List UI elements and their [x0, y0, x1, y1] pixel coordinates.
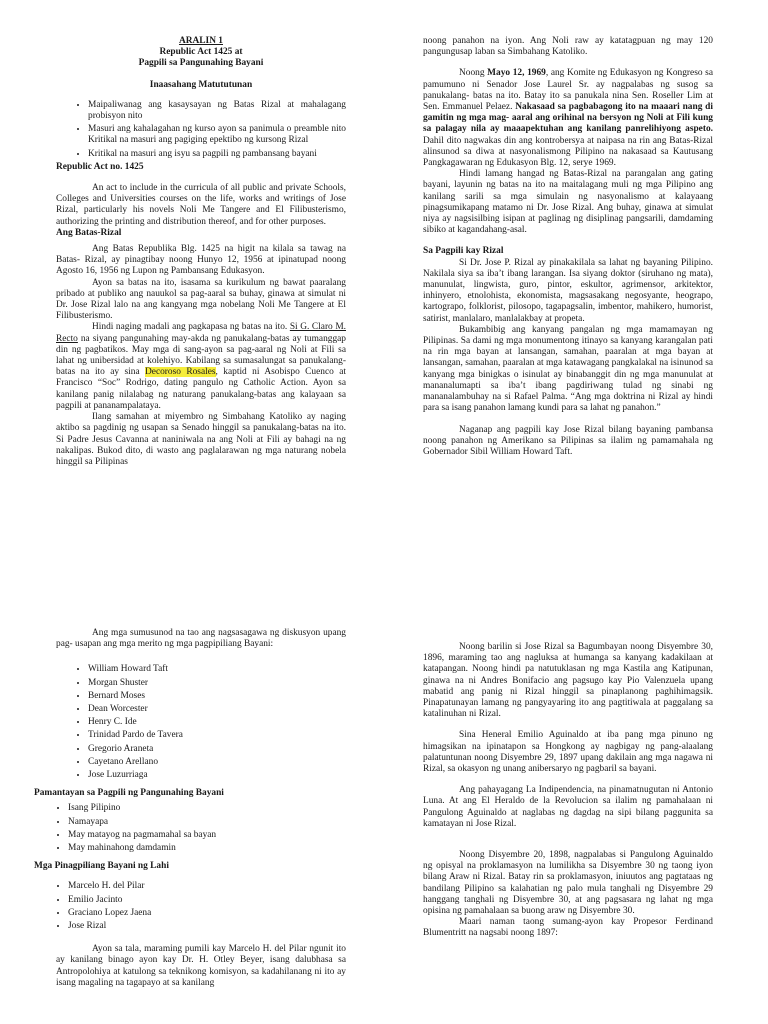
text-span: , kaptid ni Asobispo Cuenco at Francisco “Soc” Rodrigo, dating pangulo ng Catholic Action. Ayon sa kanilang panig nilalabag ng naturang panukalang-batas ang kalayaan sa pagpili at pananampalataya. — [56, 367, 346, 411]
list-item: • Graciano Lopez Jaena — [68, 908, 346, 919]
criteria-list — [56, 803, 346, 854]
people-list — [56, 664, 346, 781]
highlighted-name: Decoroso Rosales — [145, 367, 216, 378]
text-span: Hindi naging madali ang pagkapasa ng batas na ito. — [92, 322, 290, 333]
list-item: • Dean Worcester — [88, 704, 346, 715]
objectives-list — [56, 100, 346, 160]
pagpili-heading: Sa Pagpili kay Rizal — [423, 246, 504, 257]
paragraph: Si Dr. Jose P. Rizal ay pinakakilala sa lahat ng bayaning Pilipino. Nakilala siya sa iba’t ibang larangan. Isa siyang doktor (siruhano ng mata), manunulat, lingwista, guro, pintor, eskultor, agrimensor, arkitektor, inhinyero, etnolohista, ekonomista, magsasakang negosyante, heograpo, kartograpo, folklorist, pilosopo, tagapagsalin, imbentor, mahikero, humorist, satirist, manlalaro, manlalakbay at propeta. — [423, 257, 713, 324]
list-item: • Isang Pilipino — [68, 803, 346, 814]
list-item: • Kritikal na masuri ang isyu sa pagpili ng pambansang bayani — [88, 149, 346, 160]
paragraph: Ang pahayagang La Indipendencia, na pinamatnugutan ni Antonio Luna. At ang El Heraldo de la Revolucion sa ilalim ng pamahalaan ni Pangulong Aguinaldo at naglabas ng dagdag na sipi bilang paggunita sa kamatayan ni Jose Rizal. — [423, 785, 713, 829]
list-item: • Jose Rizal — [68, 921, 346, 932]
bold-statement: Nakasaad sa pagbabagong ito na maaari nang di gamitin ng mga mag- aaral ang orihinal na bersyon ng Noli at Fili kung sa palagay nila ay maaapektuhan ang kanilang panrelihiyong aspeto. — [423, 102, 713, 135]
heroes-heading: Mga Pinagpiliang Bayani ng Lahi — [34, 861, 169, 872]
list-item: • Trinidad Pardo de Tavera — [88, 730, 346, 741]
criteria-heading: Pamantayan sa Pagpili ng Pangunahing Bayani — [34, 788, 224, 799]
paragraph: Maari naman taong sumang-ayon kay Propesor Ferdinand Blumentritt na nagsabi noong 1897: — [423, 917, 713, 939]
paragraph: Bukambibig ang kanyang pangalan ng mga mamamayan ng Pilipinas. Sa dami ng mga monumentong itinayo sa kanyang karangalan pati na rin mga bayan at lansangan, samahan, paaralan at mga bayan at lansangan, samahan, paaralan at mga katawagang pangkalakal na isinunod sa kanyang mga binigkas o isinulat ay binabanggit din ng mga manunulat at mananalumapti sa iba’t ibang pagdiriwang tulad ng sinabi ng mananalambuhay na si Rafael Palma. “Ang mga doktrina ni Rizal ay hindi para sa isang panahon lamang kundi para sa lahat ng panahon.” — [423, 324, 713, 414]
list-item: • William Howard Taft — [88, 664, 346, 675]
text-span: Dahil dito nagwakas din ang kontrobersya at naipasa na rin ang Batas-Rizal alinsunod sa diwa at nasyonalismong Pilipino na nakasaad sa Kautusang Pangkagawaran ng Edukasyon Blg. 12, serye 1969. — [423, 135, 713, 169]
paragraph: Hindi lamang hangad ng Batas-Rizal na parangalan ang gating bayani, layunin ng batas na ito na maitalagang muli ng mga Pilipino ang kanilang sarili sa mga simulain ng nasyonalismo at kalayaang pinagsumikapang matamo ni Dr. Jose Rizal. Ang buhay, ginawa at simulat niya ay nagsisilbing isipan at paglinag ng disiplinag pangsarili, damdaming sibiko at kagandahang-asal. — [423, 169, 713, 236]
text-span: , ang Komite ng Edukasyon ng Kongreso sa pamumuno ni Senador Jose Laurel Sr. ay nagpalabas ng susog sa panukalang- batas na ito. Batay ito sa panukala nina Sen. Roseller Lim at Sen. Emmanuel Pelaez. — [423, 68, 713, 113]
bold-date: Mayo 12, 1969 — [487, 68, 546, 79]
paragraph: Noong barilin si Jose Rizal sa Bagumbayan noong Disyembre 30, 1896, maraming tao ang nagluksa at humanga sa kanyang kadakilaan at katapangan. Noong hindi pa natutuklasan ng mga Kastila ang Katipunan, ginawa na ni Andres Bonifacio ang pagsugo kay Pio Valenzuela upang mabatid ang panig ni Rizal hinggil sa pinaplanong paghihimagsik. Pinapatunayan lamang ng pangyayaring ito ang pagtitiwala at paggalang sa katalinuhan ni Rizal. — [423, 642, 713, 720]
list-item: • Masuri ang kahalagahan ng kurso ayon sa panimula o preamble nito Kritikal na masuri ang pagiging epektibo ng kursong Rizal — [88, 124, 346, 146]
text-span: Noong — [459, 68, 488, 79]
learning-outcomes-heading: Inaasahang Matututunan — [149, 79, 253, 90]
act-description: An act to include in the curricula of all public and private Schools, Colleges and Universities courses on the life, works and writings of Jose Rizal, particularly his novels Noli Me Tangere and El Filibusterismo, authorizing the printing and distribution thereof, and for other purposes. — [56, 183, 346, 227]
list-item: • Maipaliwanag ang kasaysayan ng Batas Rizal at mahalagang probisyon nito — [88, 100, 346, 122]
list-item: • Cayetano Arellano — [88, 757, 346, 768]
list-item: • Morgan Shuster — [88, 678, 346, 689]
paragraph: Ang Batas Republika Blg. 1425 na higit na kilala sa tawag na Batas- Rizal, ay pinagtibay noong Hunyo 12, 1956 at ipinatupad noong Agosto 16, 1956 ng Lupon ng Pambansang Edukasyon. — [56, 244, 346, 277]
batas-rizal-heading: Ang Batas-Rizal — [56, 227, 122, 238]
paragraph — [423, 68, 713, 169]
text-span: na siyang pangunahing may-akda ng panukalang-batas ay tumanggap din ng pagbatikos. May mga di sang-ayon sa pag-aaral ng Noli at Fili sa lahat ng unibersidad at kolehiyo. Kabilang sa sumasalungat sa panukalang-batas na ito ay sina — [56, 333, 346, 378]
list-item: • Marcelo H. del Pilar — [68, 881, 346, 892]
paragraph — [56, 322, 346, 412]
heroes-list — [56, 881, 346, 932]
list-item: • Namayapa — [68, 817, 346, 828]
republic-act-title: Republic Act 1425 at — [159, 47, 243, 58]
list-item: • May matayog na pagmamahal sa bayan — [68, 830, 346, 841]
paragraph: Ayon sa tala, maraming pumili kay Marcelo H. del Pilar ngunit ito ay kanilang binago ayon kay Dr. H. Otley Beyer, isang dalubhasa sa Antropolohiya at katulong sa teknikong komisyon, sa kadahilanang ni ito ay isang magaling na tagapayo at sa kanilang — [56, 944, 346, 988]
list-item: • Henry C. Ide — [88, 717, 346, 728]
paragraph: Noong Disyembre 20, 1898, nagpalabas si Pangulong Aguinaldo ng opisyal na proklamasyon na lumilikha sa Disyembre 30 ng taong iyon bilang Araw ni Rizal. Batay rin sa proklamasyon, iniuutos ang pagtataas ng bandilang Pilipino sa kalahatian ng palo mula tanghali ng Disyembre 29 hanggang tanghali ng Disyembre 30, at ang pagsasara ng lahat ng mga opisina ng pamahalaan sa buong araw ng Disyembre 30. — [423, 850, 713, 917]
lesson-subtitle: Pagpili sa Pangunahing Bayani — [138, 58, 264, 69]
paragraph: noong panahon na iyon. Ang Noli raw ay katatagpuan ng may 120 pangungusap laban sa Simbahang Katoliko. — [423, 36, 713, 58]
republic-act-no-heading: Republic Act no. 1425 — [56, 161, 144, 172]
bottom-right-column — [423, 642, 713, 1024]
paragraph: Naganap ang pagpili kay Jose Rizal bilang bayaning pambansa noong panahon ng Amerikano sa Pilipinas sa ilalim ng pamamahala ng Gobernador Sibil William Howard Taft. — [423, 424, 713, 457]
paragraph: Ang mga sumusunod na tao ang nagsasagawa ng diskusyon upang pag- usapan ang mga merito ng mga pagpipiliang Bayani: — [56, 628, 346, 650]
paragraph: Sina Heneral Emilio Aguinaldo at iba pang mga pinuno ng himagsikan na ipinatapon sa Hongkong ay nagbigay ng pang-alaalang palatuntunan noong Disyembre 29, 1897 upang dakilain ang mga nagawa ni Rizal, sa okasyon ng unang anibersaryo ng pagbaril sa bayani. — [423, 730, 713, 775]
top-left-column — [56, 36, 346, 576]
lesson-title: ARALIN 1 — [178, 36, 223, 46]
list-item: • Gregorio Araneta — [88, 744, 346, 755]
paragraph: Ayon sa batas na ito, isasama sa kurikulum ng bawat paaralang pribado at publiko ang nauukol sa pag-aaral sa buhay, ginawa at simulat ni Dr. Jose Rizal lalo na ang kangyang mga nobelang Noli Me Tangere at El Filibusterismo. — [56, 277, 346, 322]
list-item: • Jose Luzurriaga — [88, 770, 346, 781]
top-right-column — [423, 36, 713, 576]
recto-underlined: Si G. Claro M. Recto — [56, 322, 346, 344]
list-item: • May mahinahong damdamin — [68, 843, 346, 854]
list-item: • Emilio Jacinto — [68, 895, 346, 906]
bottom-left-column — [34, 628, 346, 1024]
paragraph: Ilang samahan at miyembro ng Simbahang Katoliko ay naging aktibo sa pagdinig ng usapan sa Senado hinggil sa panukalang-batas na ito. Si Padre Jesus Cavanna at naniniwala na ang Noli at Fili ay bahagi na ng nakalipas. Bukod dito, di wasto ang paglalarawan ng mga naturang nobela hinggil sa Pilipinas — [56, 412, 346, 467]
list-item: • Bernard Moses — [88, 691, 346, 702]
